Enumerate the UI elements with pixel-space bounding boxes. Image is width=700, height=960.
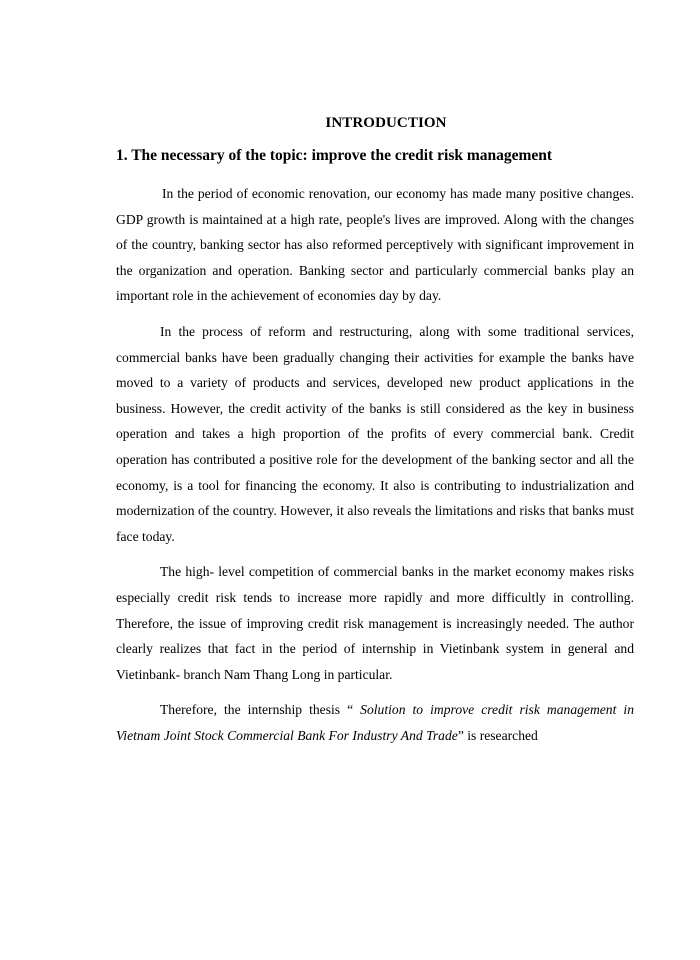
paragraph-3: The high- level competition of commercial banks in the market economy makes risks especially credit risk tends to increase more rapidly and more difficultly in controlling. Therefore, the issue of improving credit risk management is increasingly needed. The author clearly realizes that fact in the period of internship in Vietinbank system in general and Vietinbank- branch Nam Thang Long in particular. [116,564,634,682]
document-body [116,113,634,758]
paragraph-4-lead: Therefore, the internship thesis “ [160,702,361,718]
paragraph-4-tail: ” is researched [457,727,538,743]
paragraph-2: In the process of reform and restructuring, along with some traditional services, commercial banks have been gradually changing their activities for example the banks have moved to a variety of products and services, developed new product applications in the business. However, the credit activity of the banks is still considered as the key in business operation and takes a high proportion of the profits of every commercial bank. Credit operation has contributed a positive role for the development of the banking sector and all the economy, is a tool for financing the economy. It also is contributing to industrialization and modernization of the country. However, it also reveals the limitations and risks that banks must face today. [116,323,634,544]
paragraph-1: In the period of economic renovation, our economy has made many positive changes. GDP growth is maintained at a high rate, people's lives are improved. Along with the changes of the country, banking sector has also reformed perceptively with significant improvement in the organization and operation. Banking sector and particularly commercial banks play an important role in the achievement of economies day by day. [116,186,634,304]
page-title: INTRODUCTION [325,115,447,131]
section-heading: 1. The necessary of the topic: improve the credit risk management [116,147,553,164]
thesis-title: Solution to improve credit risk management in Vietnam Joint Stock Commercial Bank For Industry And Trade [116,702,634,743]
paragraph-4 [116,697,634,748]
